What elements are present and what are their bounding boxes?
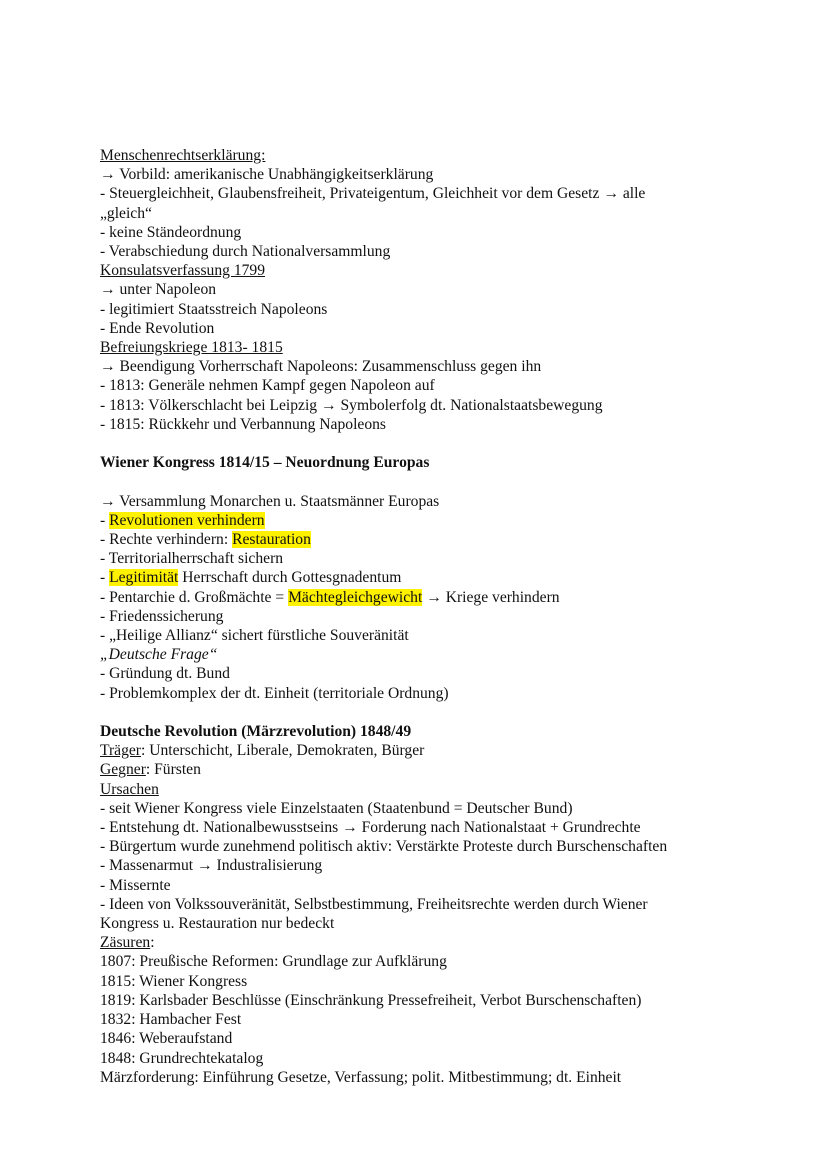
- text-line: → Beendigung Vorherrschaft Napoleons: Zusammenschluss gegen ihn: [100, 358, 542, 376]
- text-line: - Rechte verhindern: Restauration: [100, 531, 311, 549]
- text-line: → unter Napoleon: [100, 281, 217, 299]
- label-traeger: Träger: [100, 742, 142, 760]
- text-line: Kongress u. Restauration nur bedeckt: [100, 915, 335, 933]
- text-line: - 1815: Rückkehr und Verbannung Napoleons: [100, 415, 386, 433]
- text-line: Märzforderung: Einführung Gesetze, Verfassung; polit. Mitbestimmung; dt. Einheit: [100, 1068, 622, 1086]
- label-gegner: Gegner: [100, 761, 146, 779]
- text-line: - Ende Revolution: [100, 319, 215, 337]
- arrow-icon: →: [100, 281, 116, 299]
- spacer: [100, 472, 740, 491]
- text-line: - Massenarmut → Industralisierung: [100, 857, 323, 875]
- text-line: - 1813: Völkerschlacht bei Leipzig → Symbolerfolg dt. Nationalstaatsbewegung: [100, 396, 603, 414]
- text-line: - Pentarchie d. Großmächte = Mächtegleichgewicht → Kriege verhindern: [100, 588, 560, 606]
- text-line: - Steuergleichheit, Glaubensfreiheit, Privateigentum, Gleichheit vor dem Gesetz → alle: [100, 185, 646, 203]
- text-line: - Ideen von Volkssouveränität, Selbstbestimmung, Freiheitsrechte werden durch Wiener: [100, 895, 648, 913]
- arrow-icon: →: [603, 185, 619, 203]
- text-line: 1832: Hambacher Fest: [100, 1011, 242, 1029]
- text-line: - keine Ständeordnung: [100, 223, 242, 241]
- highlighted-text: Restauration: [232, 531, 311, 549]
- text-line: - Revolutionen verhindern: [100, 511, 265, 529]
- text-line: Träger: Unterschicht, Liberale, Demokraten, Bürger: [100, 742, 425, 760]
- text-line: - Verabschiedung durch Nationalversammlung: [100, 243, 391, 261]
- text-line: - 1813: Generäle nehmen Kampf gegen Napoleon auf: [100, 377, 435, 395]
- text-line: - Territorialherrschaft sichern: [100, 550, 284, 568]
- text-line: - Missernte: [100, 876, 171, 894]
- text-line: → Vorbild: amerikanische Unabhängigkeitserklärung: [100, 166, 434, 184]
- arrow-icon: →: [100, 166, 116, 184]
- text-line: Gegner: Fürsten: [100, 761, 201, 779]
- text-line: 1815: Wiener Kongress: [100, 972, 248, 990]
- subheading-zaesuren: Zäsuren: [100, 934, 151, 952]
- text-line: 1848: Grundrechtekatalog: [100, 1049, 264, 1067]
- arrow-icon: →: [197, 857, 213, 875]
- arrow-icon: →: [321, 396, 337, 414]
- text-line: - Gründung dt. Bund: [100, 665, 230, 683]
- section-heading-wiener-kongress: Wiener Kongress 1814/15 – Neuordnung Europas: [100, 454, 430, 472]
- arrow-icon: →: [426, 588, 442, 606]
- section-heading-deutsche-revolution: Deutsche Revolution (Märzrevolution) 1848/49: [100, 723, 412, 741]
- document-page: [100, 146, 740, 1087]
- text-line: → Versammlung Monarchen u. Staatsmänner Europas: [100, 492, 440, 510]
- subheading-deutsche-frage: „Deutsche Frage“: [100, 646, 218, 664]
- section-heading-befreiungskriege: Befreiungskriege 1813- 1815: [100, 339, 283, 357]
- highlighted-text: Legitimität: [109, 569, 179, 587]
- text-line: - Entstehung dt. Nationalbewusstseins → Forderung nach Nationalstaat + Grundrechte: [100, 819, 641, 837]
- text-line: 1807: Preußische Reformen: Grundlage zur Aufklärung: [100, 953, 447, 971]
- text-line: - legitimiert Staatsstreich Napoleons: [100, 300, 328, 318]
- highlighted-text: Mächtegleichgewicht: [288, 588, 423, 606]
- text-line: - Friedenssicherung: [100, 607, 224, 625]
- text-line: 1819: Karlsbader Beschlüsse (Einschränkung Pressefreiheit, Verbot Burschenschaften): [100, 991, 642, 1009]
- spacer: [100, 434, 740, 453]
- text-line: 1846: Weberaufstand: [100, 1030, 233, 1048]
- arrow-icon: →: [342, 819, 358, 837]
- section-heading-menschenrechtserklaerung: Menschenrechtserklärung:: [100, 147, 266, 164]
- text-line: - Bürgertum wurde zunehmend politisch aktiv: Verstärkte Proteste durch Burschenschaften: [100, 838, 668, 856]
- spacer: [100, 703, 740, 722]
- text-line: - Problemkomplex der dt. Einheit (territoriale Ordnung): [100, 684, 449, 702]
- text-line: - Legitimität Herrschaft durch Gottesgnadentum: [100, 569, 402, 587]
- text-line: - „Heilige Allianz“ sichert fürstliche Souveränität: [100, 627, 409, 645]
- section-heading-konsulatsverfassung: Konsulatsverfassung 1799: [100, 262, 266, 280]
- text-line: Zäsuren:: [100, 934, 155, 952]
- subheading-ursachen: Ursachen: [100, 780, 159, 798]
- arrow-icon: →: [100, 358, 116, 376]
- highlighted-text: Revolutionen verhindern: [109, 511, 265, 529]
- arrow-icon: →: [100, 492, 116, 510]
- text-line: - seit Wiener Kongress viele Einzelstaaten (Staatenbund = Deutscher Bund): [100, 799, 573, 817]
- text-line: „gleich“: [100, 204, 152, 222]
